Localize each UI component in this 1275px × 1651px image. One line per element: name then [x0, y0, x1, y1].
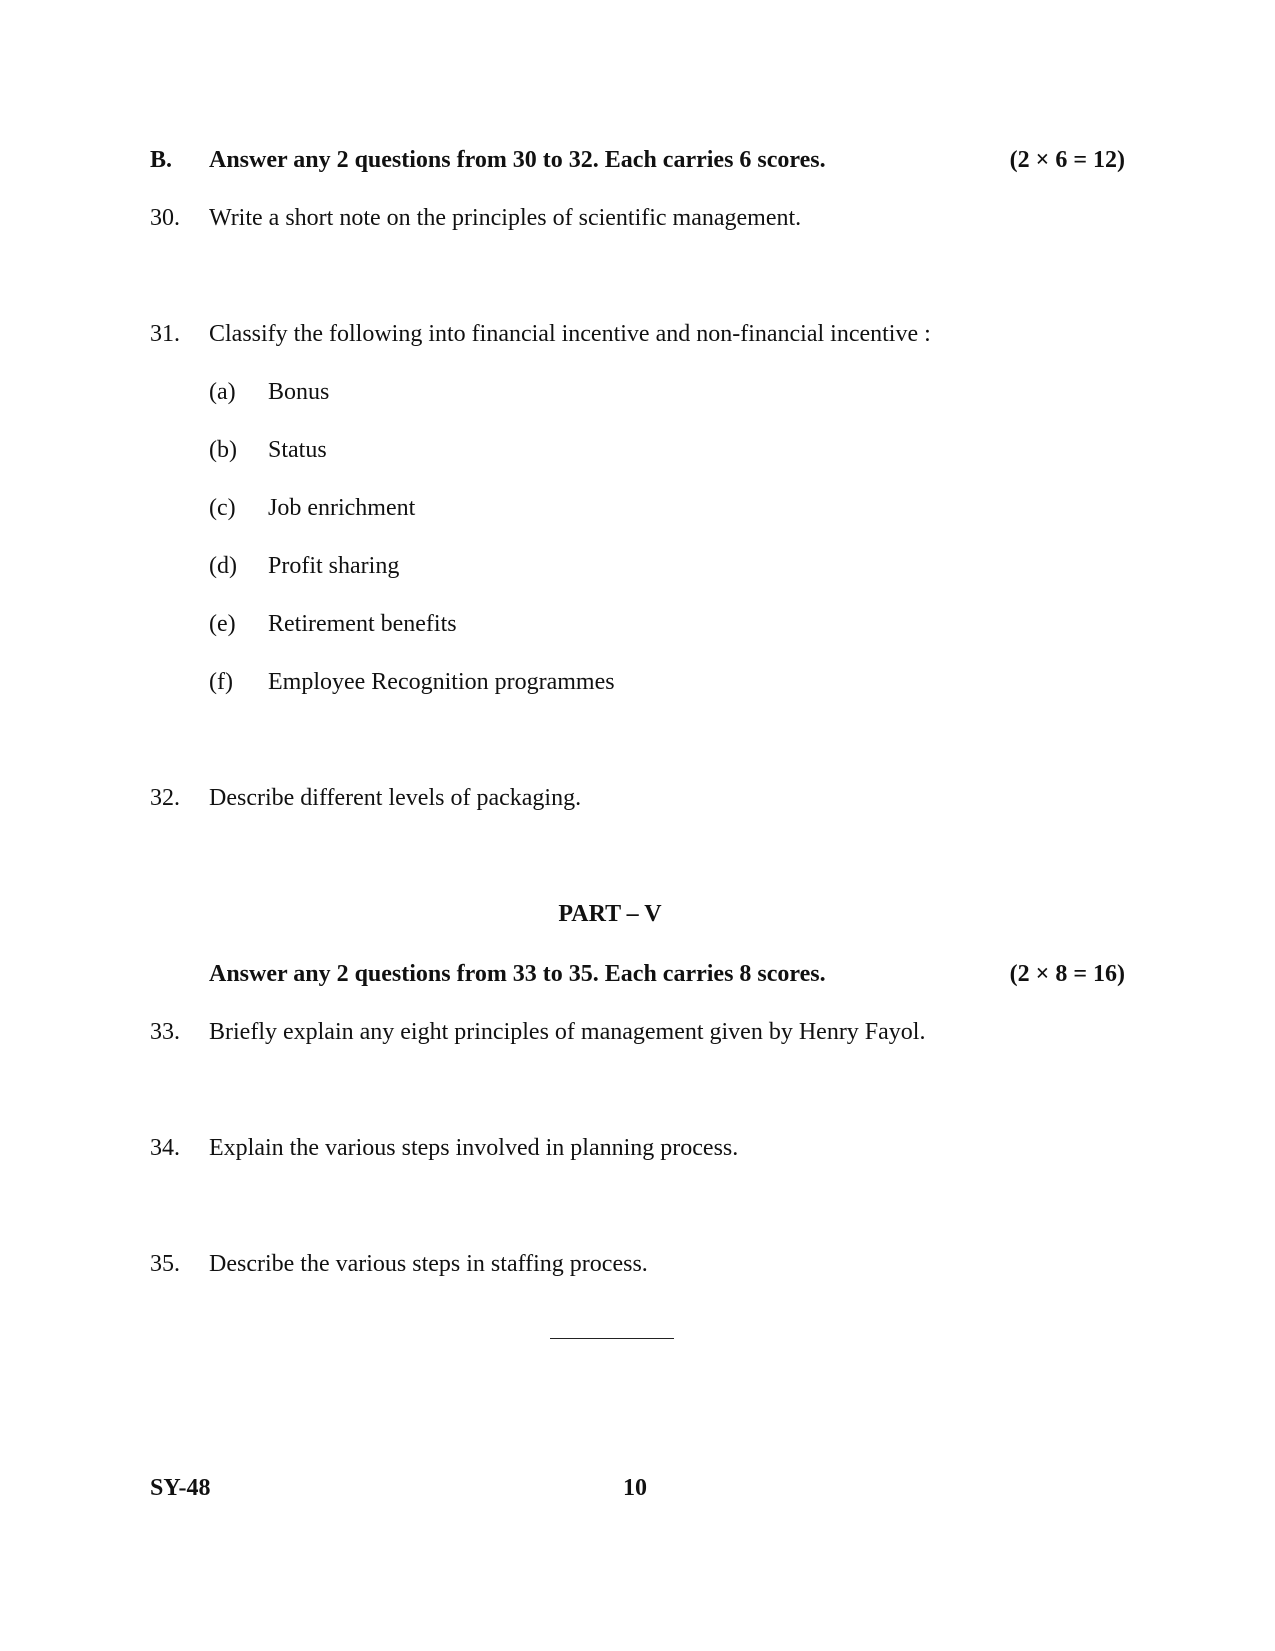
question-33-text: Briefly explain any eight principles of management given by Henry Fayol.	[209, 1019, 926, 1045]
question-35-number: 35.	[150, 1251, 180, 1277]
option-f-label: (f)	[209, 669, 233, 695]
option-d-label: (d)	[209, 553, 237, 579]
option-b-label: (b)	[209, 437, 237, 463]
section-b-label: B.	[150, 147, 173, 173]
question-35-text: Describe the various steps in staffing process.	[209, 1251, 648, 1277]
option-a-text: Bonus	[268, 379, 330, 405]
question-33-number: 33.	[150, 1019, 180, 1045]
part-v-heading: PART – V	[558, 901, 662, 927]
part-v-marks: (2 × 8 = 16)	[1009, 961, 1125, 987]
part-v-instruction: Answer any 2 questions from 33 to 35. Each carries 8 scores.	[209, 961, 826, 987]
question-32-number: 32.	[150, 785, 180, 811]
page-number: 10	[623, 1475, 647, 1501]
question-34-text: Explain the various steps involved in planning process.	[209, 1135, 739, 1161]
question-31-number: 31.	[150, 321, 180, 347]
option-c-text: Job enrichment	[268, 495, 416, 521]
question-30-number: 30.	[150, 205, 180, 231]
section-b-marks: (2 × 6 = 12)	[1009, 147, 1125, 173]
option-e-text: Retirement benefits	[268, 611, 457, 637]
footer-code: SY-48	[150, 1475, 211, 1501]
question-30-text: Write a short note on the principles of scientific management.	[209, 205, 802, 231]
end-rule	[550, 1338, 674, 1339]
option-e-label: (e)	[209, 611, 236, 637]
section-b-instruction: Answer any 2 questions from 30 to 32. Each carries 6 scores.	[209, 147, 826, 173]
option-b-text: Status	[268, 437, 327, 463]
question-34-number: 34.	[150, 1135, 180, 1161]
option-f-text: Employee Recognition programmes	[268, 669, 615, 695]
question-32-text: Describe different levels of packaging.	[209, 785, 582, 811]
question-31-text: Classify the following into financial incentive and non-financial incentive :	[209, 321, 931, 347]
option-a-label: (a)	[209, 379, 236, 405]
option-c-label: (c)	[209, 495, 236, 521]
option-d-text: Profit sharing	[268, 553, 400, 579]
